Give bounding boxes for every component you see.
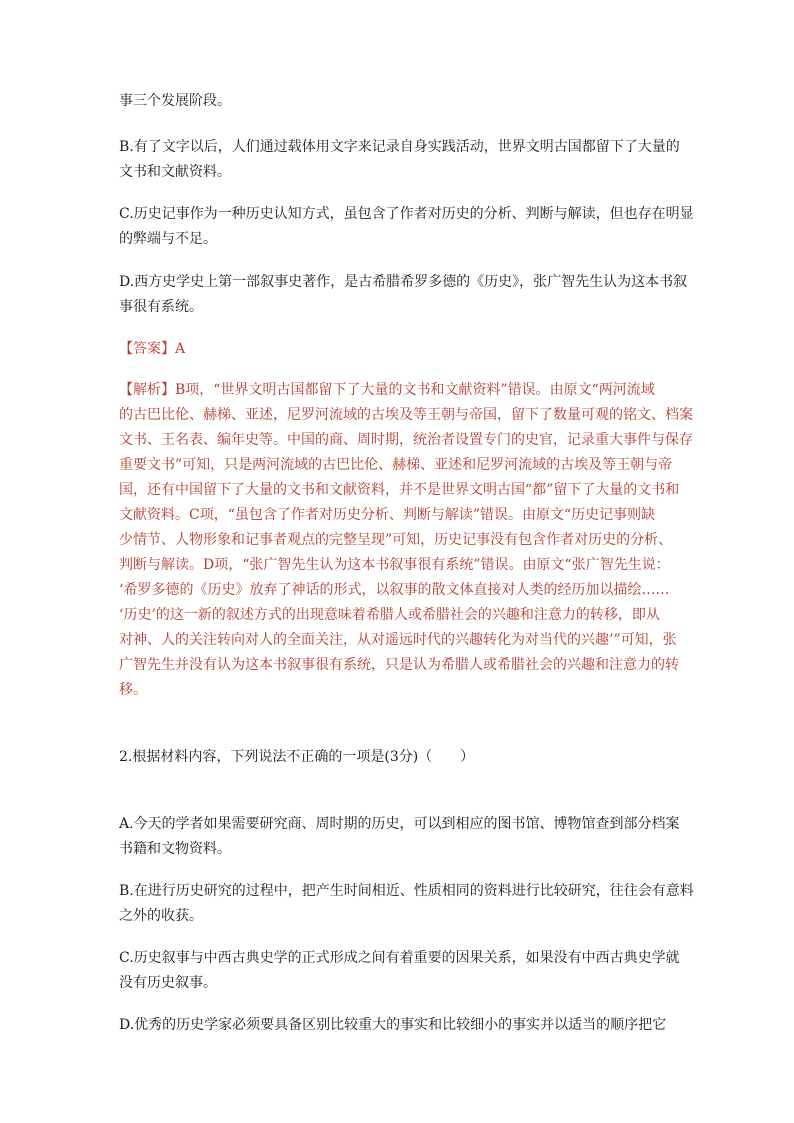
analysis-line: 判断与解读。D项，“张广智先生认为这本书叙事很有系统”错误。由原文“张广智先生说： — [119, 557, 670, 573]
text-line: 的弊端与不足。 — [119, 231, 217, 247]
text-line: 没有历史叙事。 — [119, 975, 217, 991]
text-line: D.优秀的历史学家必须要具备区别比较重大的事实和比较细小的事实并以适当的顺序把它 — [119, 1017, 667, 1033]
text-line: 事很有系统。 — [119, 299, 203, 315]
text-line: A.今天的学者如果需要研究商、周时期的历史，可以到相应的图书馆、博物馆查到部分档案 — [119, 816, 680, 832]
analysis-line: ‘历史’的这一新的叙述方式的出现意味着希腊人或希腊社会的兴趣和注意力的转移，即从 — [119, 607, 660, 623]
option-q2-a — [119, 812, 679, 862]
analysis-line: 对神、人的关注转向对人的全面关注，从对遥远时代的兴趣转化为对当代的兴趣’”可知，张 — [119, 632, 677, 648]
text-line: 文书和文献资料。 — [119, 164, 231, 180]
option-q1-b — [119, 135, 679, 185]
analysis-line: 重要文书”可知，只是两河流域的古巴比伦、赫梯、亚述和尼罗河流域的古埃及等王朝与帝 — [119, 457, 673, 473]
text-line: B.在进行历史研究的过程中，把产生时间相近、性质相同的资料进行比较研究，往往会有意料 — [119, 883, 694, 899]
question-text: 2.根据材料内容，下列说法不正确的一项是(3分)（ ） — [119, 749, 475, 765]
option-q1-d — [119, 270, 688, 320]
analysis-line: 移。 — [119, 682, 147, 698]
analysis-line: 【解析】B项，“世界文明古国都留下了大量的文书和文献资料”错误。由原文“两河流域 — [119, 382, 655, 398]
text-line: 书籍和文物资料。 — [119, 841, 231, 857]
answer-text: 【答案】A — [119, 341, 186, 357]
continued-text — [119, 89, 679, 114]
analysis-block — [119, 378, 693, 703]
option-q2-b — [119, 879, 694, 929]
text-line: C.历史叙事与中西古典史学的正式形成之间有着重要的因果关系，如果没有中西古典史学就 — [119, 950, 680, 966]
text-line: D.西方史学史上第一部叙事史著作，是古希腊希罗多德的《历史》，张广智先生认为这本书叙 — [119, 274, 688, 290]
analysis-line: 的古巴比伦、赫梯、亚述，尼罗河流域的古埃及等王朝与帝国，留下了数量可观的铭文、档案 — [119, 407, 693, 423]
answer-line — [119, 337, 679, 362]
analysis-line: 文书、王名表、编年史等。中国的商、周时期，统治者设置专门的史官，记录重大事件与保存 — [119, 432, 693, 448]
text-line: C.历史记事作为一种历史认知方式，虽包含了作者对历史的分析、判断与解读，但也存在明显 — [119, 206, 694, 222]
option-q2-c — [119, 946, 679, 996]
analysis-line: 文献资料。C项，“虽包含了作者对历史分析、判断与解读”错误。由原文“历史记事则缺 — [119, 507, 656, 523]
analysis-line: ‘希罗多德的《历史》放弃了神话的形式，以叙事的散文体直接对人类的经历加以描绘…… — [119, 582, 670, 598]
analysis-line: 国，还有中国留下了大量的文书和文献资料，并不是世界文明古国“都”留下了大量的文书和 — [119, 482, 680, 498]
text-line: B.有了文字以后，人们通过载体用文字来记录自身实践活动，世界文明古国都留下了大量的 — [119, 139, 680, 155]
question-2-stem — [119, 745, 679, 770]
option-q2-d — [119, 1013, 679, 1038]
analysis-line: 少情节、人物形象和记事者观点的完整呈现”可知，历史记事没有包含作者对历史的分析、 — [119, 532, 673, 548]
analysis-line: 广智先生并没有认为这本书叙事很有系统，只是认为希腊人或希腊社会的兴趣和注意力的转 — [119, 657, 679, 673]
text-line: 事三个发展阶段。 — [119, 93, 231, 109]
option-q1-c — [119, 202, 694, 252]
text-line: 之外的收获。 — [119, 908, 203, 924]
